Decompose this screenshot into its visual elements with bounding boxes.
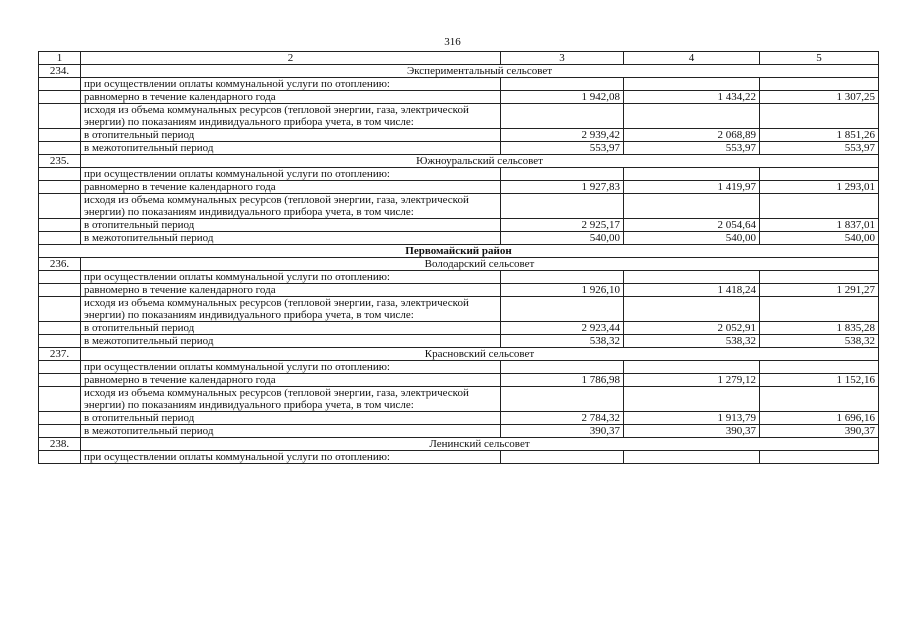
table-row (39, 374, 879, 387)
row-label: исходя из объема коммунальных ресурсов (тепловой энергии, газа, электрической энергии) по показаниям индивидуального прибора учета, в том числе: (81, 387, 501, 412)
row-number-empty (39, 181, 81, 194)
section-title: Южноуральский сельсовет (81, 155, 879, 168)
value-empty (760, 297, 879, 322)
value-col4: 2 052,91 (624, 322, 760, 335)
value-col3: 553,97 (501, 142, 624, 155)
value-col5: 540,00 (760, 232, 879, 245)
value-empty (624, 361, 760, 374)
row-number: 237. (39, 348, 81, 361)
page-number: 316 (444, 36, 461, 48)
value-col3: 540,00 (501, 232, 624, 245)
row-number-empty (39, 232, 81, 245)
value-empty (501, 297, 624, 322)
value-empty (760, 104, 879, 129)
row-label: равномерно в течение календарного года (81, 91, 501, 104)
row-number-empty (39, 284, 81, 297)
row-number-empty (39, 104, 81, 129)
value-empty (760, 194, 879, 219)
row-number-empty (39, 361, 81, 374)
value-col5: 1 837,01 (760, 219, 879, 232)
value-col4: 2 068,89 (624, 129, 760, 142)
value-col5: 553,97 (760, 142, 879, 155)
value-empty (760, 271, 879, 284)
district-title: Первомайский район (39, 245, 879, 258)
row-label: в отопительный период (81, 412, 501, 425)
column-header: 3 (501, 52, 624, 65)
value-col3: 390,37 (501, 425, 624, 438)
table-row (39, 451, 879, 464)
table-row (39, 194, 879, 219)
value-empty (501, 271, 624, 284)
row-label: в отопительный период (81, 219, 501, 232)
value-col5: 538,32 (760, 335, 879, 348)
row-number-empty (39, 322, 81, 335)
value-col4: 1 913,79 (624, 412, 760, 425)
value-col4: 390,37 (624, 425, 760, 438)
value-empty (624, 194, 760, 219)
section-title: Красновский сельсовет (81, 348, 879, 361)
table-row (39, 91, 879, 104)
row-label: при осуществлении оплаты коммунальной услуги по отоплению: (81, 271, 501, 284)
table-row (39, 271, 879, 284)
value-col4: 553,97 (624, 142, 760, 155)
value-empty (624, 104, 760, 129)
row-label: исходя из объема коммунальных ресурсов (тепловой энергии, газа, электрической энергии) по показаниям индивидуального прибора учета, в том числе: (81, 297, 501, 322)
value-empty (760, 168, 879, 181)
row-label: в межотопительный период (81, 335, 501, 348)
value-empty (501, 168, 624, 181)
value-empty (501, 451, 624, 464)
row-label: равномерно в течение календарного года (81, 374, 501, 387)
value-col5: 1 851,26 (760, 129, 879, 142)
value-empty (760, 78, 879, 91)
row-number-empty (39, 168, 81, 181)
section-row (39, 155, 879, 168)
column-header: 1 (39, 52, 81, 65)
row-number: 234. (39, 65, 81, 78)
section-title: Экспериментальный сельсовет (81, 65, 879, 78)
row-label: при осуществлении оплаты коммунальной услуги по отоплению: (81, 78, 501, 91)
table-row (39, 335, 879, 348)
row-label: исходя из объема коммунальных ресурсов (тепловой энергии, газа, электрической энергии) по показаниям индивидуального прибора учета, в том числе: (81, 104, 501, 129)
value-empty (760, 451, 879, 464)
column-header: 2 (81, 52, 501, 65)
value-empty (501, 387, 624, 412)
value-col5: 1 293,01 (760, 181, 879, 194)
value-col3: 1 786,98 (501, 374, 624, 387)
row-number-empty (39, 219, 81, 232)
table-row (39, 361, 879, 374)
value-col4: 1 419,97 (624, 181, 760, 194)
value-empty (624, 451, 760, 464)
table-row (39, 284, 879, 297)
section-row (39, 258, 879, 271)
table-row (39, 412, 879, 425)
table-row (39, 142, 879, 155)
row-number-empty (39, 374, 81, 387)
table-row (39, 232, 879, 245)
value-col3: 2 923,44 (501, 322, 624, 335)
row-label: при осуществлении оплаты коммунальной услуги по отоплению: (81, 361, 501, 374)
row-number-empty (39, 425, 81, 438)
row-number-empty (39, 194, 81, 219)
table-row (39, 129, 879, 142)
row-label: в отопительный период (81, 322, 501, 335)
value-empty (624, 297, 760, 322)
row-label: в межотопительный период (81, 425, 501, 438)
value-col4: 1 418,24 (624, 284, 760, 297)
column-header-row (39, 52, 879, 65)
value-col4: 540,00 (624, 232, 760, 245)
table-row (39, 387, 879, 412)
value-col5: 390,37 (760, 425, 879, 438)
section-row (39, 348, 879, 361)
table-row (39, 219, 879, 232)
table-row (39, 322, 879, 335)
row-number: 236. (39, 258, 81, 271)
row-number-empty (39, 387, 81, 412)
value-col5: 1 291,27 (760, 284, 879, 297)
value-col3: 1 927,83 (501, 181, 624, 194)
row-number-empty (39, 297, 81, 322)
value-col3: 2 784,32 (501, 412, 624, 425)
value-col3: 1 926,10 (501, 284, 624, 297)
value-empty (501, 194, 624, 219)
value-col5: 1 696,16 (760, 412, 879, 425)
row-label: в межотопительный период (81, 142, 501, 155)
value-empty (501, 361, 624, 374)
value-col5: 1 307,25 (760, 91, 879, 104)
row-number: 235. (39, 155, 81, 168)
value-col3: 2 925,17 (501, 219, 624, 232)
column-header: 5 (760, 52, 879, 65)
value-col4: 1 279,12 (624, 374, 760, 387)
value-col3: 1 942,08 (501, 91, 624, 104)
value-empty (624, 168, 760, 181)
row-number-empty (39, 91, 81, 104)
table-row (39, 181, 879, 194)
section-row (39, 65, 879, 78)
value-empty (501, 104, 624, 129)
row-label: в межотопительный период (81, 232, 501, 245)
value-empty (624, 271, 760, 284)
row-number-empty (39, 271, 81, 284)
table-row (39, 104, 879, 129)
table-row (39, 425, 879, 438)
section-row (39, 438, 879, 451)
value-col4: 538,32 (624, 335, 760, 348)
row-number-empty (39, 78, 81, 91)
table-row (39, 168, 879, 181)
row-label: при осуществлении оплаты коммунальной услуги по отоплению: (81, 451, 501, 464)
tariff-table (38, 51, 879, 464)
row-label: исходя из объема коммунальных ресурсов (тепловой энергии, газа, электрической энергии) по показаниям индивидуального прибора учета, в том числе: (81, 194, 501, 219)
row-number-empty (39, 451, 81, 464)
value-empty (760, 387, 879, 412)
tariff-table-body (39, 52, 879, 464)
row-label: в отопительный период (81, 129, 501, 142)
row-number-empty (39, 412, 81, 425)
value-empty (501, 78, 624, 91)
row-number: 238. (39, 438, 81, 451)
value-empty (760, 361, 879, 374)
table-row (39, 297, 879, 322)
value-col4: 1 434,22 (624, 91, 760, 104)
value-col5: 1 152,16 (760, 374, 879, 387)
value-col5: 1 835,28 (760, 322, 879, 335)
row-label: при осуществлении оплаты коммунальной услуги по отоплению: (81, 168, 501, 181)
row-number-empty (39, 335, 81, 348)
value-col3: 2 939,42 (501, 129, 624, 142)
row-label: равномерно в течение календарного года (81, 181, 501, 194)
column-header: 4 (624, 52, 760, 65)
value-empty (624, 78, 760, 91)
value-col4: 2 054,64 (624, 219, 760, 232)
section-title: Володарский сельсовет (81, 258, 879, 271)
value-empty (624, 387, 760, 412)
table-row (39, 78, 879, 91)
district-row (39, 245, 879, 258)
section-title: Ленинский сельсовет (81, 438, 879, 451)
value-col3: 538,32 (501, 335, 624, 348)
row-label: равномерно в течение календарного года (81, 284, 501, 297)
row-number-empty (39, 142, 81, 155)
row-number-empty (39, 129, 81, 142)
